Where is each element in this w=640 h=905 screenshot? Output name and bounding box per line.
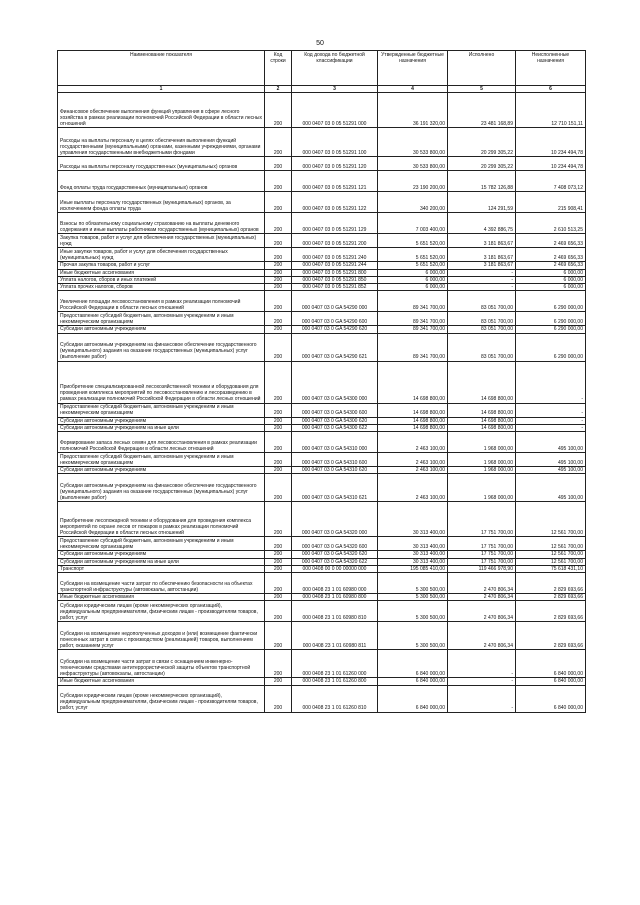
line-code: 200 [265,417,292,424]
indicator-name: Иные бюджетные ассигнования [58,594,265,601]
budget-classification-code: 000 0408 23 1 01 61260 800 [292,678,378,685]
budget-classification-code: 000 0407 03 0 05 51291 121 [292,171,378,192]
budget-classification-code: 000 0407 03 0 05 51291 200 [292,234,378,248]
approved-amount: 5 651 520,00 [378,262,448,269]
table-row [58,262,586,269]
unexecuted-amount: 7 408 073,12 [516,171,586,192]
indicator-name: Субсидии автономным учреждениям на иные цели [58,558,265,565]
column-number: 5 [448,86,516,93]
approved-amount: 30 533 800,00 [378,128,448,157]
approved-amount: 6 840 000,00 [378,650,448,678]
approved-amount: 30 313 400,00 [378,502,448,537]
table-row [58,291,586,312]
executed-amount: 15 782 126,88 [448,171,516,192]
executed-amount: 14 698 800,00 [448,361,516,403]
approved-amount: 89 341 700,00 [378,333,448,361]
indicator-name: Предоставление субсидий бюджетным, автономным учреждениям и иным некоммерческим организациям [58,453,265,467]
indicator-name: Приобретение специализированной лесохозяйственной техники и оборудования для проведения комплекса мероприятий по лесовосстановлению и лесоразведению в рамках реализации полномочий Российской Федерации в области лесных отношений [58,361,265,403]
column-number: 2 [265,86,292,93]
line-code: 200 [265,622,292,650]
budget-classification-code: 000 0407 03 0 05 51291 850 [292,276,378,283]
line-code: 200 [265,502,292,537]
executed-amount: 4 392 886,75 [448,213,516,234]
approved-amount: 2 463 100,00 [378,467,448,474]
line-code: 200 [265,650,292,678]
executed-amount: - [448,650,516,678]
executed-amount: 124 291,59 [448,192,516,213]
executed-amount: 1 968 000,00 [448,432,516,453]
unexecuted-amount: - [516,403,586,417]
line-code: 200 [265,326,292,333]
indicator-name: Субсидии автономным учреждениям на финансовое обеспечение государственного (муниципального) задания на оказание государственных (муниципальных) услуг (выполнение работ) [58,333,265,361]
approved-amount: 6 000,00 [378,269,448,276]
budget-classification-code: 000 0407 03 0 GA 54290 621 [292,333,378,361]
column-header-unexecuted: Неисполненные назначения [516,51,586,86]
line-code: 200 [265,558,292,565]
unexecuted-amount: 6 290 000,00 [516,312,586,326]
approved-amount: 6 000,00 [378,276,448,283]
budget-classification-code: 000 0407 03 0 GA 54320 620 [292,551,378,558]
unexecuted-amount: 10 234 494,78 [516,157,586,171]
executed-amount: 2 470 806,34 [448,573,516,594]
budget-classification-code: 000 0407 03 0 GA 54300 622 [292,424,378,431]
executed-amount: - [448,284,516,291]
table-row [58,573,586,594]
table-row [58,284,586,291]
table-row [58,432,586,453]
table-row [58,192,586,213]
line-code: 200 [265,213,292,234]
approved-amount: 7 003 400,00 [378,213,448,234]
column-number: 4 [378,86,448,93]
indicator-name: Субсидии юридическим лицам (кроме некоммерческих организаций), индивидуальным предпринимателям, физическим лицам - производителям товаров, работ, услуг [58,685,265,712]
unexecuted-amount: 6 000,00 [516,284,586,291]
line-code: 200 [265,467,292,474]
indicator-name: Иные бюджетные ассигнования [58,269,265,276]
line-code: 200 [265,262,292,269]
executed-amount: 20 299 305,22 [448,157,516,171]
line-code: 200 [265,333,292,361]
budget-classification-code: 000 0407 03 0 GA 54310 000 [292,432,378,453]
unexecuted-amount: 215 908,41 [516,192,586,213]
line-code: 200 [265,128,292,157]
executed-amount: 17 751 700,00 [448,558,516,565]
indicator-name: Субсидии автономным учреждениям [58,467,265,474]
line-code: 200 [265,269,292,276]
unexecuted-amount: 12 561 700,00 [516,558,586,565]
budget-classification-code: 000 0407 03 0 05 51291 129 [292,213,378,234]
line-code: 200 [265,93,292,128]
unexecuted-amount: 6 000,00 [516,269,586,276]
table-row [58,234,586,248]
budget-classification-code: 000 0407 03 0 GA 54320 600 [292,537,378,551]
approved-amount: 14 698 800,00 [378,403,448,417]
indicator-name: Субсидии автономным учреждениям [58,417,265,424]
unexecuted-amount: 495 100,00 [516,453,586,467]
budget-classification-code: 000 0407 03 0 GA 54310 620 [292,467,378,474]
table-row [58,326,586,333]
indicator-name: Транспорт [58,565,265,572]
line-code: 200 [265,192,292,213]
approved-amount: 2 463 100,00 [378,453,448,467]
unexecuted-amount: 6 840 000,00 [516,650,586,678]
table-row [58,601,586,622]
approved-amount: 2 463 100,00 [378,474,448,502]
table-row [58,276,586,283]
table-row [58,678,586,685]
unexecuted-amount: 495 100,00 [516,474,586,502]
approved-amount: 2 463 100,00 [378,432,448,453]
executed-amount: - [448,678,516,685]
approved-amount: 5 651 520,00 [378,234,448,248]
line-code: 200 [265,171,292,192]
executed-amount: 23 481 168,89 [448,93,516,128]
line-code: 200 [265,432,292,453]
indicator-name: Субсидии автономным учреждениям [58,326,265,333]
line-code: 200 [265,403,292,417]
line-code: 200 [265,601,292,622]
executed-amount: 2 470 806,34 [448,622,516,650]
column-header-name: Наименование показателя [58,51,265,86]
table-row [58,424,586,431]
budget-classification-code: 000 0407 03 0 GA 54310 621 [292,474,378,502]
column-number: 3 [292,86,378,93]
unexecuted-amount: 12 561 700,00 [516,502,586,537]
approved-amount: 5 300 500,00 [378,622,448,650]
budget-classification-code: 000 0407 03 0 05 51291 244 [292,262,378,269]
approved-amount: 5 651 520,00 [378,248,448,262]
line-code: 200 [265,537,292,551]
unexecuted-amount: - [516,424,586,431]
executed-amount: 83 051 700,00 [448,333,516,361]
indicator-name: Субсидии на возмещение части затрат в связи с оснащением инженерно-техническими средствами антитеррористической защиты объектов транспортной инфраструктуры (автовокзалы, автостанции) [58,650,265,678]
table-row [58,403,586,417]
indicator-name: Предоставление субсидий бюджетным, автономным учреждениям и иным некоммерческим организациям [58,537,265,551]
indicator-name: Увеличение площади лесовосстановления в рамках реализации полномочий Российской Федерации в области лесных отношений [58,291,265,312]
unexecuted-amount: 12 561 700,00 [516,551,586,558]
unexecuted-amount: 2 469 656,33 [516,262,586,269]
column-number: 6 [516,86,586,93]
column-header-executed: Исполнено [448,51,516,86]
indicator-name: Предоставление субсидий бюджетным, автономным учреждениям и иным некоммерческим организациям [58,312,265,326]
executed-amount: - [448,685,516,712]
approved-amount: 30 313 400,00 [378,551,448,558]
indicator-name: Формирование запаса лесных семян для лесовосстановления в рамках реализации полномочий Российской Федерации в области лесных отношений [58,432,265,453]
indicator-name: Фонд оплаты труда государственных (муниципальных) органов [58,171,265,192]
indicator-name: Приобретение лесопожарной техники и оборудования для проведения комплекса мероприятий по охране лесов от пожаров в рамках реализации полномочий Российской Федерации в области лесных отношений [58,502,265,537]
budget-classification-code: 000 0407 03 0 05 51291 000 [292,93,378,128]
indicator-name: Субсидии автономным учреждениям на финансовое обеспечение государственного (муниципального) задания на оказание государственных (муниципальных) услуг (выполнение работ) [58,474,265,502]
executed-amount: - [448,269,516,276]
approved-amount: 89 341 700,00 [378,291,448,312]
table-row [58,551,586,558]
approved-amount: 195 085 410,00 [378,565,448,572]
table-row [58,361,586,403]
budget-classification-code: 000 0407 03 0 GA 54310 600 [292,453,378,467]
approved-amount: 5 300 500,00 [378,573,448,594]
budget-classification-code: 000 0407 03 0 GA 54300 620 [292,417,378,424]
executed-amount: 2 470 806,34 [448,601,516,622]
executed-amount: 3 181 863,67 [448,248,516,262]
table-row [58,128,586,157]
line-code: 200 [265,284,292,291]
executed-amount: 20 299 305,22 [448,128,516,157]
unexecuted-amount: 2 610 513,25 [516,213,586,234]
unexecuted-amount: 6 000,00 [516,276,586,283]
unexecuted-amount: 6 290 000,00 [516,326,586,333]
table-row [58,650,586,678]
budget-classification-code: 000 0407 03 0 05 51291 100 [292,128,378,157]
unexecuted-amount: 2 829 693,66 [516,622,586,650]
table-row [58,565,586,572]
approved-amount: 14 698 800,00 [378,417,448,424]
table-row [58,453,586,467]
line-code: 200 [265,474,292,502]
table-row [58,269,586,276]
indicator-name: Субсидии на возмещение части затрат по обеспечению безопасности на объектах транспортной инфраструктуры (автовокзалы, автостанции) [58,573,265,594]
indicator-name: Иные бюджетные ассигнования [58,678,265,685]
unexecuted-amount: 2 829 693,66 [516,601,586,622]
line-code: 200 [265,248,292,262]
approved-amount: 14 698 800,00 [378,424,448,431]
budget-classification-code: 000 0408 00 0 00 00000 000 [292,565,378,572]
unexecuted-amount: 12 561 700,00 [516,537,586,551]
unexecuted-amount: 2 469 656,33 [516,234,586,248]
executed-amount: 1 968 000,00 [448,474,516,502]
table-row [58,558,586,565]
executed-amount: 1 968 000,00 [448,453,516,467]
table-body [58,93,586,712]
budget-classification-code: 000 0407 03 0 05 51291 800 [292,269,378,276]
table-row [58,157,586,171]
budget-classification-code: 000 0408 23 1 01 60980 810 [292,601,378,622]
line-code: 200 [265,573,292,594]
line-code: 200 [265,312,292,326]
table-row [58,248,586,262]
approved-amount: 6 840 000,00 [378,678,448,685]
budget-classification-code: 000 0408 23 1 01 60980 000 [292,573,378,594]
line-code: 200 [265,453,292,467]
unexecuted-amount: 6 290 000,00 [516,333,586,361]
line-code: 200 [265,424,292,431]
line-code: 200 [265,157,292,171]
approved-amount: 30 313 400,00 [378,558,448,565]
indicator-name: Расходы на выплаты персоналу в целях обеспечения выполнения функций государственными (муниципальными) органами, казенными учреждениями, органами управления государственными внебюджетными фондами [58,128,265,157]
executed-amount: 3 181 863,67 [448,262,516,269]
budget-classification-code: 000 0407 03 0 GA 54290 620 [292,326,378,333]
table-row [58,171,586,192]
page-number: 50 [316,40,324,47]
indicator-name: Иные выплаты персоналу государственных (муниципальных) органов, за исключением фонда оплаты труда [58,192,265,213]
table-row [58,417,586,424]
executed-amount: 3 181 863,67 [448,234,516,248]
column-header-line-code: Код строки [265,51,292,86]
indicator-name: Субсидии автономным учреждениям [58,551,265,558]
indicator-name: Финансовое обеспечение выполнения функций управления в сфере лесного хозяйства в рамках реализации полномочий Российской Федерации в области лесных отношений [58,93,265,128]
approved-amount: 30 533 800,00 [378,157,448,171]
unexecuted-amount: 495 100,00 [516,432,586,453]
executed-amount: 17 751 700,00 [448,502,516,537]
approved-amount: 89 341 700,00 [378,312,448,326]
unexecuted-amount: 10 234 494,78 [516,128,586,157]
indicator-name: Уплата прочих налогов, сборов [58,284,265,291]
unexecuted-amount: 6 840 000,00 [516,685,586,712]
table-row [58,502,586,537]
table-row [58,93,586,128]
approved-amount: 30 313 400,00 [378,537,448,551]
table-row [58,312,586,326]
line-code: 200 [265,361,292,403]
unexecuted-amount: 2 829 693,66 [516,573,586,594]
unexecuted-amount: 2 829 693,66 [516,594,586,601]
executed-amount: 14 698 800,00 [448,417,516,424]
approved-amount: 5 300 500,00 [378,594,448,601]
executed-amount: 1 968 000,00 [448,467,516,474]
table-row [58,474,586,502]
executed-amount: 14 698 800,00 [448,403,516,417]
budget-classification-code: 000 0407 03 0 GA 54290 600 [292,312,378,326]
budget-classification-code: 000 0407 03 0 GA 54300 000 [292,361,378,403]
executed-amount: 83 051 700,00 [448,291,516,312]
column-header-income-code: Код дохода по бюджетной классификации [292,51,378,86]
table-row [58,213,586,234]
approved-amount: 6 840 000,00 [378,685,448,712]
line-code: 200 [265,551,292,558]
column-number-row [58,86,586,93]
unexecuted-amount: 495 100,00 [516,467,586,474]
budget-classification-code: 000 0407 03 0 05 51291 240 [292,248,378,262]
budget-classification-code: 000 0407 03 0 GA 54320 622 [292,558,378,565]
approved-amount: 14 698 800,00 [378,361,448,403]
indicator-name: Взносы по обязательному социальному страхованию на выплаты денежного содержания и иные выплаты работникам государственных (муниципальных) органов [58,213,265,234]
approved-amount: 36 191 320,00 [378,93,448,128]
budget-classification-code: 000 0407 03 0 05 51291 120 [292,157,378,171]
budget-execution-table [57,50,586,713]
column-header-approved: Утвержденные бюджетные назначения [378,51,448,86]
executed-amount: - [448,276,516,283]
indicator-name: Расходы на выплаты персоналу государственных (муниципальных) органов [58,157,265,171]
indicator-name: Прочая закупка товаров, работ и услуг [58,262,265,269]
line-code: 200 [265,276,292,283]
executed-amount: 14 698 800,00 [448,424,516,431]
unexecuted-amount: 6 290 000,00 [516,291,586,312]
line-code: 200 [265,234,292,248]
line-code: 200 [265,685,292,712]
budget-classification-code: 000 0407 03 0 GA 54290 000 [292,291,378,312]
table-row [58,594,586,601]
indicator-name: Предоставление субсидий бюджетным, автономным учреждениям и иным некоммерческим организациям [58,403,265,417]
budget-classification-code: 000 0407 03 0 05 51291 122 [292,192,378,213]
indicator-name: Субсидии юридическим лицам (кроме некоммерческих организаций), индивидуальным предпринимателям, физическим лицам - производителям товаров, работ, услуг [58,601,265,622]
table-header-row [58,51,586,86]
line-code: 200 [265,594,292,601]
indicator-name: Закупка товаров, работ и услуг для обеспечения государственных (муниципальных) нужд [58,234,265,248]
line-code: 200 [265,291,292,312]
indicator-name: Уплата налогов, сборов и иных платежей [58,276,265,283]
budget-classification-code: 000 0407 03 0 GA 54320 000 [292,502,378,537]
unexecuted-amount: 6 840 000,00 [516,678,586,685]
table-row [58,685,586,712]
table-row [58,333,586,361]
line-code: 200 [265,678,292,685]
budget-classification-code: 000 0408 23 1 01 61260 810 [292,685,378,712]
executed-amount: 83 051 700,00 [448,312,516,326]
budget-classification-code: 000 0408 23 1 01 60980 800 [292,594,378,601]
executed-amount: 2 470 806,34 [448,594,516,601]
approved-amount: 5 300 500,00 [378,601,448,622]
executed-amount: 17 751 700,00 [448,537,516,551]
executed-amount: 83 051 700,00 [448,326,516,333]
approved-amount: 340 200,00 [378,192,448,213]
budget-classification-code: 000 0407 03 0 GA 54300 600 [292,403,378,417]
approved-amount: 6 000,00 [378,284,448,291]
table-row [58,537,586,551]
unexecuted-amount: 2 469 656,33 [516,248,586,262]
line-code: 200 [265,565,292,572]
unexecuted-amount: 75 618 431,10 [516,565,586,572]
executed-amount: 17 751 700,00 [448,551,516,558]
approved-amount: 23 190 200,00 [378,171,448,192]
unexecuted-amount: - [516,361,586,403]
indicator-name: Субсидии автономным учреждениям на иные цели [58,424,265,431]
executed-amount: 119 466 978,90 [448,565,516,572]
budget-classification-code: 000 0408 23 1 01 61260 000 [292,650,378,678]
table-row [58,622,586,650]
column-number: 1 [58,86,265,93]
unexecuted-amount: 12 710 151,11 [516,93,586,128]
unexecuted-amount: - [516,417,586,424]
indicator-name: Субсидии на возмещение недополученных доходов и (или) возмещение фактически понесенных затрат в связи с производством (реализацией) товаров, выполнением работ, оказанием услуг [58,622,265,650]
approved-amount: 89 341 700,00 [378,326,448,333]
budget-classification-code: 000 0407 03 0 05 51291 852 [292,284,378,291]
indicator-name: Иные закупки товаров, работ и услуг для обеспечения государственных (муниципальных) нужд [58,248,265,262]
budget-classification-code: 000 0408 23 1 01 60980 811 [292,622,378,650]
table-row [58,467,586,474]
